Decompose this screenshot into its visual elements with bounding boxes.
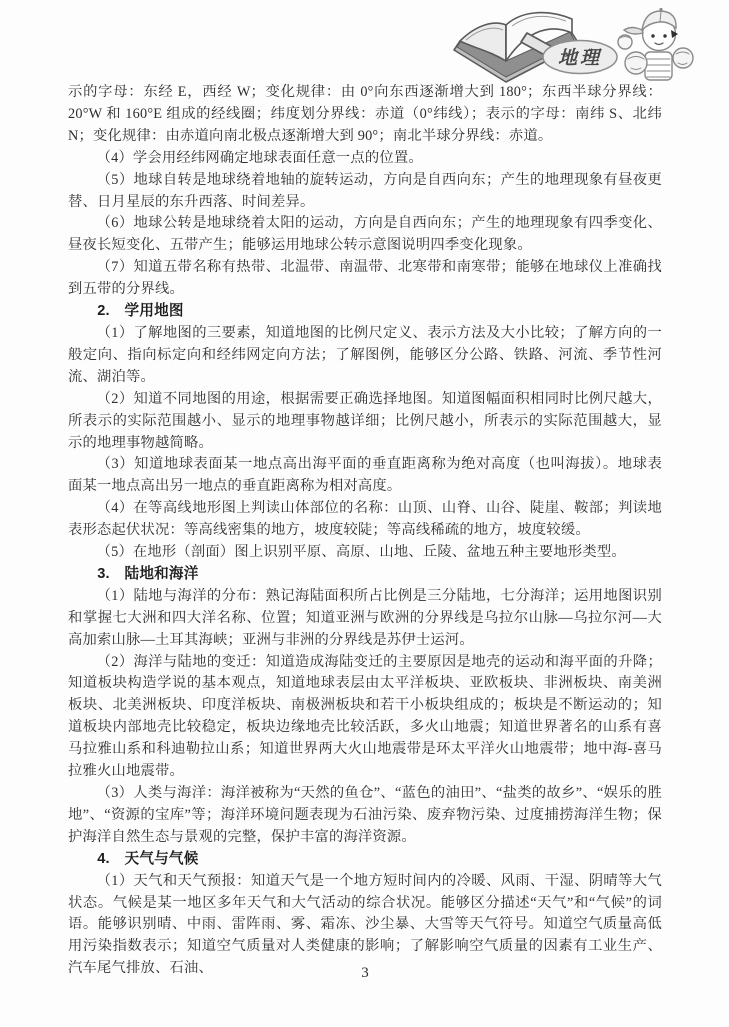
paragraph: （3）知道地球表面某一地点高出海平面的垂直距离称为绝对高度（也叫海拔）。地球表面某一地点高出另一地点的垂直距离称为相对高度。 <box>68 456 662 495</box>
paragraph: （1）陆地与海洋的分布：熟记海陆面积所占比例是三分陆地，七分海洋；运用地图识别和掌握七大洲和四大洋名称、位置；知道亚洲与欧洲的分界线是乌拉尔山脉—乌拉尔河—大高加索山脉—土耳其海峡；亚洲与非洲的分界线是苏伊士运河。 <box>68 587 662 648</box>
paragraph: （2）知道不同地图的用途，根据需要正确选择地图。知道图幅面积相同时比例尺越大，所表示的实际范围越小、显示的地理事物越详细；比例尺越小，所表示的实际范围越大，显示的地理事物越简略。 <box>68 390 662 451</box>
paragraph: （7）知道五带名称有热带、北温带、南温带、北寒带和南寒带；能够在地球仪上准确找到五带的分界线。 <box>68 259 662 298</box>
subject-badge <box>543 41 617 74</box>
paragraph: （1）了解地图的三要素，知道地图的比例尺定义、表示方法及大小比较；了解方向的一般定向、指向标定向和经纬网定向方法；了解图例，能够区分公路、铁路、河流、季节性河流、湖泊等。 <box>68 324 662 385</box>
subject-badge-label: 地理 <box>557 48 603 69</box>
paragraph: （4）学会用经纬网确定地球表面任意一点的位置。 <box>96 149 423 166</box>
page-number: 3 <box>361 965 369 981</box>
mascot-illustration <box>618 8 693 80</box>
header-artwork <box>442 0 729 90</box>
section-heading-land-ocean: 3. 陆地和海洋 <box>97 565 199 582</box>
paragraph: （6）地球公转是地球绕着太阳的运动，方向是自西向东；产生的地理现象有四季变化、昼夜长短变化、五带产生；能够运用地球公转示意图说明四季变化现象。 <box>68 215 662 254</box>
paragraph: （2）海洋与陆地的变迁：知道造成海陆变迁的主要原因是地壳的运动和海平面的升降；知道板块构造学说的基本观点，知道地球表层由太平洋板块、亚欧板块、非洲板块、南美洲板块、北美洲板块、印度洋板块、南极洲板块和若干小板块组成的；板块是不断运动的；知道板块内部地壳比较稳定，板块边缘地壳比较活跃，多火山地震；知道世界著名的山系有喜马拉雅山系和科迪勒拉山系；知道世界两大火山地震带是环太平洋火山地震带；地中海-喜马拉雅火山地震带。 <box>68 653 662 780</box>
page-body-text <box>68 82 662 980</box>
section-heading-maps: 2. 学用地图 <box>97 303 184 320</box>
paragraph-continued: 示的字母：东经 E，西经 W；变化规律：由 0°向东西逐渐增大到 180°；东西半球分界线：20°W 和 160°E 组成的经线圈；纬度划分界线：赤道（0°纬线）；表示的字母：南纬 S、北纬 N；变化规律：由赤道向南北极点逐渐增大到 90°；南北半球分界线：赤道。 <box>68 84 662 144</box>
paragraph: （1）天气和天气预报：知道天气是一个地方短时间内的冷暖、风雨、干湿、阴晴等大气状态。气候是某一地区多年天气和大气活动的综合状况。能够区分描述“天气”和“气候”的词语。能够识别晴、中雨、雷阵雨、雾、霜冻、沙尘暴、大雪等天气符号。知道空气质量高低用污染指数表示；知道空气质量对人类健康的影响；了解影响空气质量的因素有工业生产、汽车尾气排放、石油、 <box>68 872 662 977</box>
section-heading-weather-climate: 4. 天气与气候 <box>97 850 199 867</box>
paragraph: （3）人类与海洋：海洋被称为“天然的鱼仓”、“蓝色的油田”、“盐类的故乡”、“娱乐的胜地”、“资源的宝库”等；海洋环境问题表现为石油污染、废弃物污染、过度捕捞海洋生物；保护海洋自然生态与景观的完整，保护丰富的海洋资源。 <box>68 785 662 845</box>
paragraph: （5）在地形（剖面）图上识别平原、高原、山地、丘陵、盆地五种主要地形类型。 <box>96 544 626 561</box>
paragraph: （4）在等高线地形图上判读山体部位的名称：山顶、山脊、山谷、陡崖、鞍部；判读地表形态起伏状况：等高线密集的地方，坡度较陡；等高线稀疏的地方，坡度较缓。 <box>68 500 662 539</box>
paragraph: （5）地球自转是地球绕着地轴的旋转运动，方向是自西向东；产生的地理现象有昼夜更替、日月星辰的东升西落、时间差异。 <box>68 171 662 210</box>
